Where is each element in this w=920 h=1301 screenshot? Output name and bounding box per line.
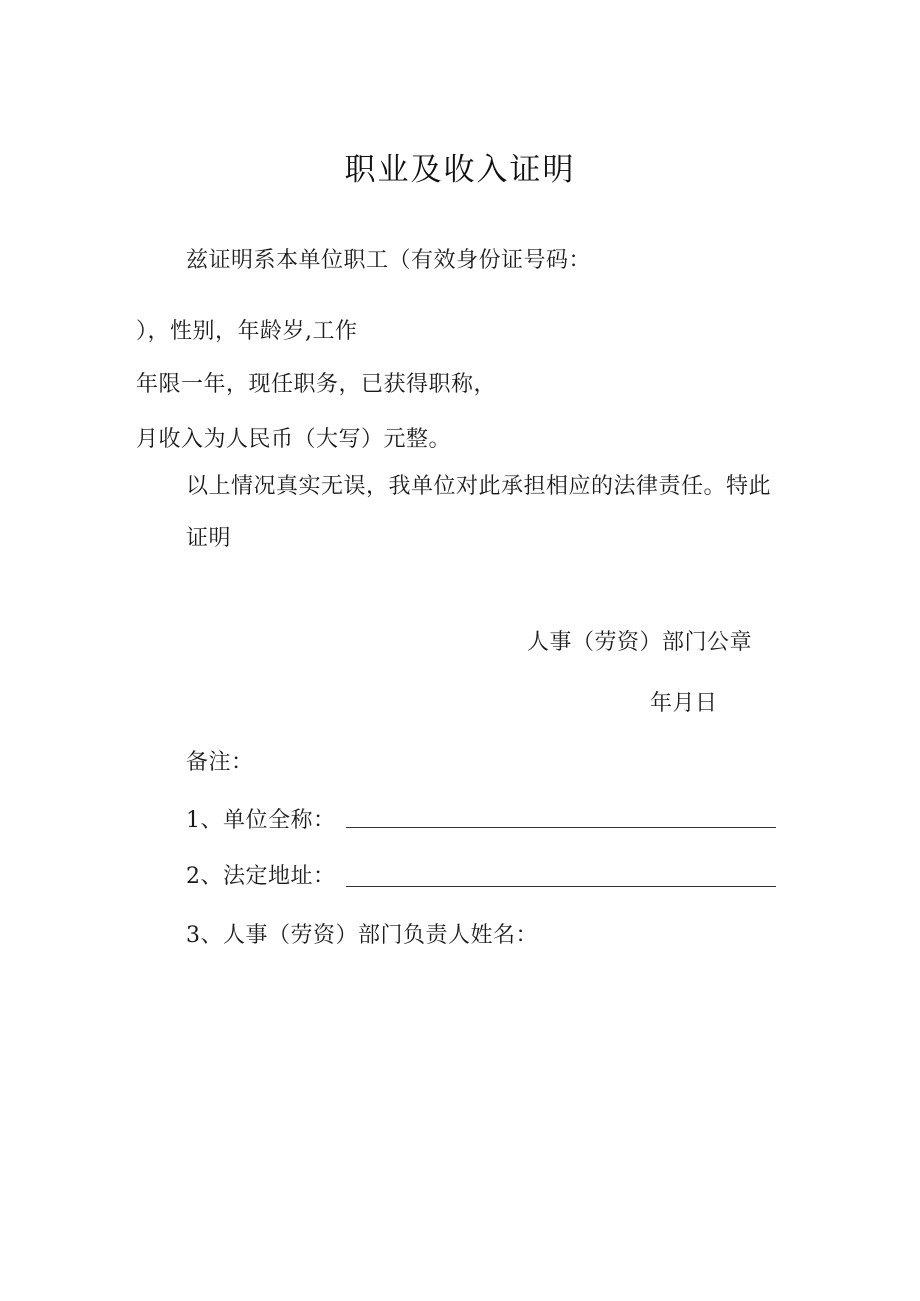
notes-heading: 备注： (186, 750, 254, 775)
legal-address-blank (346, 886, 776, 887)
body-line-3: 年限一年，现任职务，已获得职称， (136, 372, 497, 397)
body-line-2: ），性别，年龄岁,工作 (136, 319, 358, 344)
note-item-legal-address: 2、法定地址： (186, 864, 336, 889)
body-line-6: 证明 (186, 526, 232, 551)
company-name-blank (346, 827, 776, 828)
body-line-5: 以上情况真实无误，我单位对此承担相应的法律责任。特此 (186, 474, 772, 499)
date-label: 年月日 (650, 691, 718, 716)
note-item-company-name: 1、单位全称： (186, 808, 336, 833)
body-line-4: 月收入为人民币（大写）元整。 (136, 427, 452, 452)
note-item-hr-head-name: 3、人事（劳资）部门负责人姓名： (186, 923, 538, 948)
document-title: 职业及收入证明 (344, 152, 576, 188)
seal-label: 人事（劳资）部门公章 (527, 630, 753, 655)
body-line-1: 兹证明系本单位职工（有效身份证号码： (186, 248, 592, 273)
